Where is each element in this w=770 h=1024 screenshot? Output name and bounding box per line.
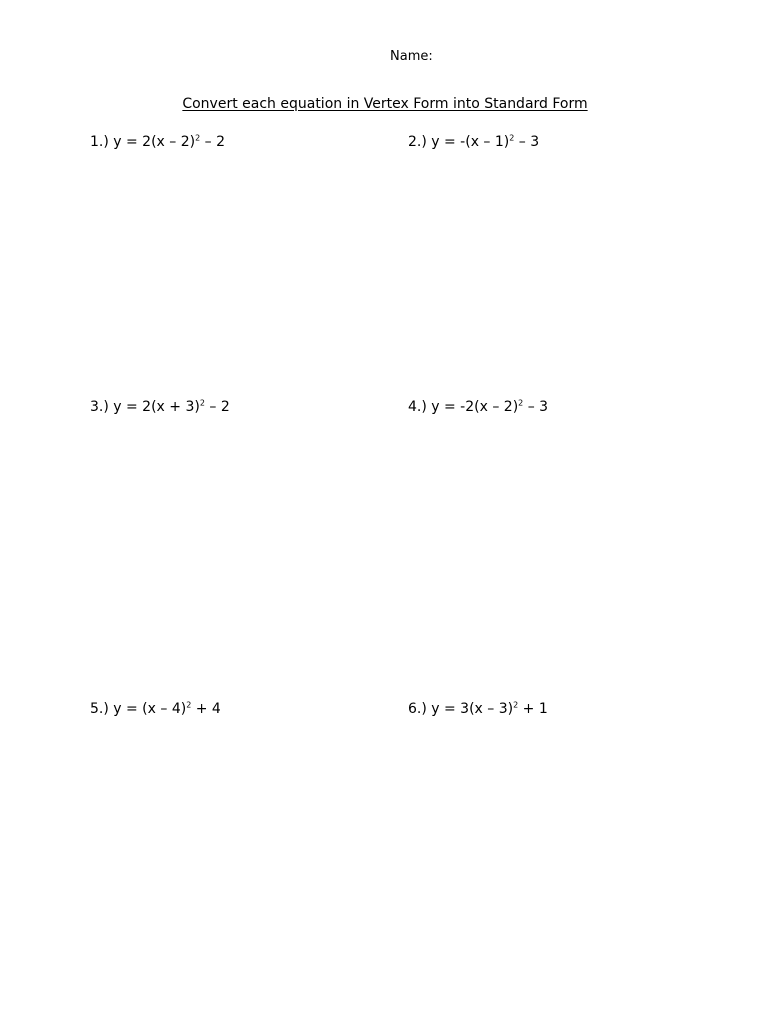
worksheet-title-row: [0, 96, 770, 112]
worksheet-title: Convert each equation in Vertex Form into Standard Form: [182, 96, 588, 112]
problem-4: [408, 399, 548, 415]
problem-2: [408, 134, 539, 150]
problem-6-constant: + 1: [518, 701, 548, 717]
problem-1: [90, 134, 225, 150]
problem-3-constant: – 2: [204, 399, 230, 415]
problem-2-constant: – 3: [514, 134, 540, 150]
problem-4-exponent: 2: [518, 398, 524, 408]
problem-1-exponent: 2: [195, 133, 201, 143]
problem-5-exponent: 2: [186, 700, 192, 710]
problem-6: [408, 701, 548, 717]
problem-5-base: 5.) y = (x – 4): [90, 701, 187, 717]
problem-4-constant: – 3: [523, 399, 549, 415]
problem-6-exponent: 2: [513, 700, 519, 710]
problem-2-exponent: 2: [509, 133, 515, 143]
problem-6-base: 6.) y = 3(x – 3): [408, 701, 514, 717]
problem-5-constant: + 4: [191, 701, 221, 717]
problem-5: [90, 701, 221, 717]
problem-1-constant: – 2: [200, 134, 226, 150]
problem-4-base: 4.) y = -2(x – 2): [408, 399, 519, 415]
problem-2-base: 2.) y = -(x – 1): [408, 134, 510, 150]
name-label: Name:: [390, 49, 433, 64]
problem-3: [90, 399, 230, 415]
problem-1-base: 1.) y = 2(x – 2): [90, 134, 196, 150]
problem-3-base: 3.) y = 2(x + 3): [90, 399, 200, 415]
problem-3-exponent: 2: [199, 398, 205, 408]
